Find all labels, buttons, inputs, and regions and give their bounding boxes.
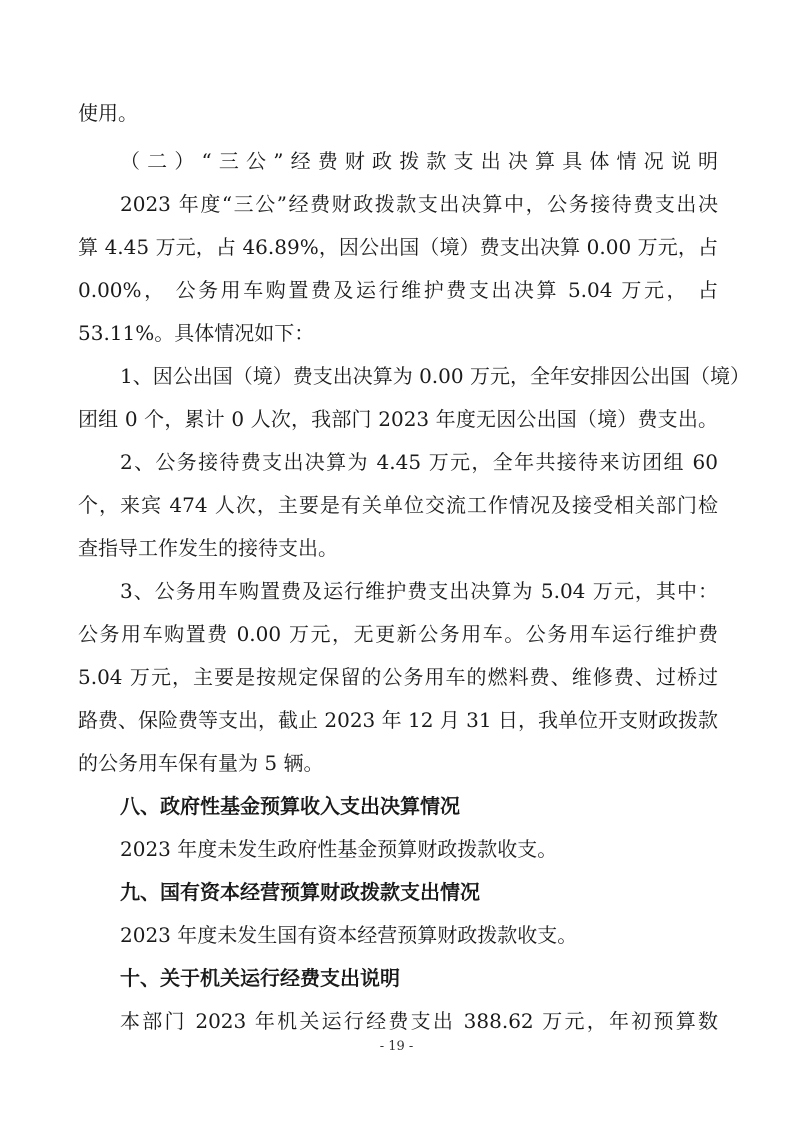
paragraph-line: 5.04 万元，主要是按规定保留的公务用车的燃料费、维修费、过桥过 [78,665,718,689]
paragraph-line: 2023 年度未发生国有资本经营预算财政拨款收支。 [120,923,578,947]
paragraph-line: 公务用车购置费 0.00 万元，无更新公务用车。公务用车运行维护费 [78,622,718,646]
paragraph-line: 路费、保险费等支出，截止 2023 年 12 月 31 日，我单位开支财政拨款 [78,708,718,732]
paragraph-line: 使用。 [78,101,138,125]
subsection-heading: （二）“三公”经费财政拨款支出决算具体情况说明 [120,149,718,173]
paragraph-line: 3、公务用车购置费及运行维护费支出决算为 5.04 万元，其中： [120,579,718,603]
paragraph-line: 2023 年度未发生政府性基金预算财政拨款收支。 [120,837,558,861]
paragraph-line: 53.11%。具体情况如下： [78,321,315,345]
paragraph-line: 查指导工作发生的接待支出。 [78,536,338,560]
page-number: - 19 - [379,1039,414,1054]
paragraph-line: 个，来宾 474 人次，主要是有关单位交流工作情况及接受相关部门检 [78,493,718,517]
paragraph-line: 0.00%， 公务用车购置费及运行维护费支出决算 5.04 万元， 占 [78,278,718,302]
paragraph-line: 2023 年度“三公”经费财政拨款支出决算中，公务接待费支出决 [120,192,718,216]
section-heading: 八、政府性基金预算收入支出决算情况 [120,794,460,818]
paragraph-line: 团组 0 个，累计 0 人次，我部门 2023 年度无因公出国（境）费支出。 [78,407,718,431]
section-heading: 十、关于机关运行经费支出说明 [120,966,400,990]
paragraph-line: 2、公务接待费支出决算为 4.45 万元，全年共接待来访团组 60 [120,450,718,474]
paragraph-line: 的公务用车保有量为 5 辆。 [78,751,324,775]
paragraph-line: 1、因公出国（境）费支出决算为 0.00 万元，全年安排因公出国（境） [120,364,750,388]
paragraph-line: 本部门 2023 年机关运行经费支出 388.62 万元，年初预算数 [120,1009,718,1033]
section-heading: 九、国有资本经营预算财政拨款支出情况 [120,880,480,904]
paragraph-line: 算 4.45 万元，占 46.89%，因公出国（境）费支出决算 0.00 万元，占 [78,235,718,259]
